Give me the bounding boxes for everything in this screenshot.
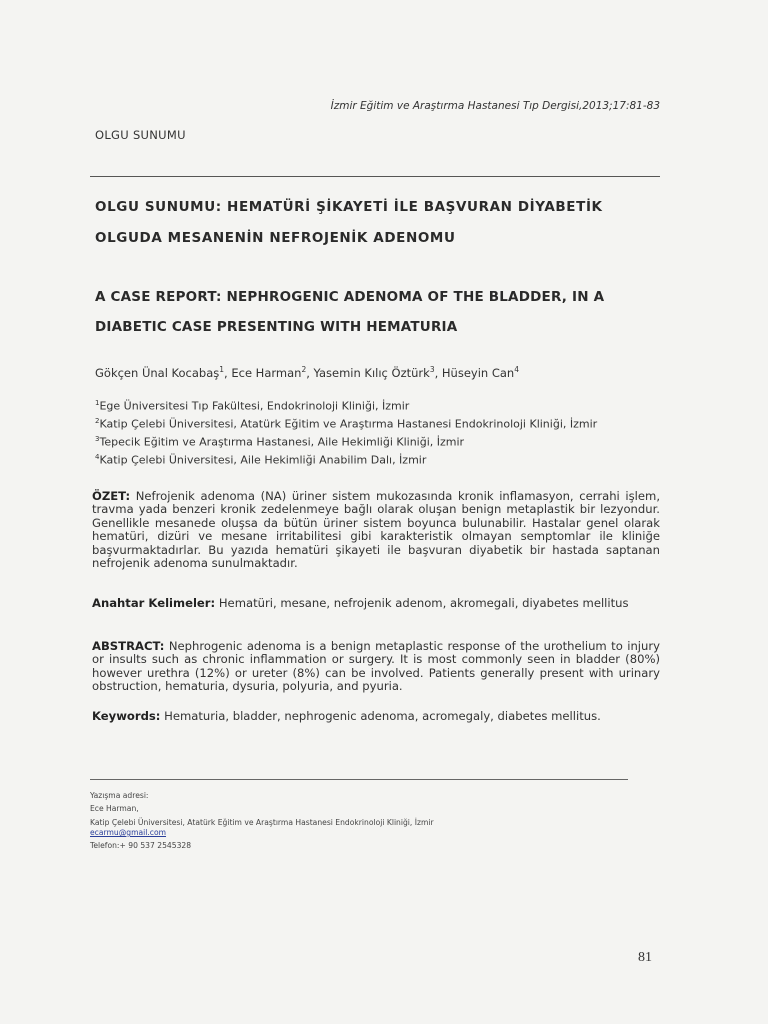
affiliation: $^2$Katip Çelebi Üniversitesi, Atatürk Eğitim ve Araştırma Hastanesi Endokrinoloji Kliniği, İzmir [95,417,598,431]
section-label: OLGU SUNUMU [95,128,186,142]
anahtar-kelimeler-text: Hematüri, mesane, nefrojenik adenom, akromegali, diyabetes mellitus [218,596,629,610]
correspondence-institution: Katip Çelebi Üniversitesi, Atatürk Eğitim ve Araştırma Hastanesi Endokrinoloji Kliniği, İzmir ecarmu@gmail.com [90,818,434,837]
anahtar-kelimeler-label: Anahtar Kelimeler: [92,596,216,610]
affiliation: $^1$Ege Üniversitesi Tıp Fakültesi, Endokrinoloji Kliniği, İzmir [95,399,410,413]
ozet-text: Nefrojenik adenoma (NA) üriner sistem mukozasında kronik inflamasyon, cerrahi işlem, travma yada benzeri kronik zedelenmeye bağlı olarak oluşan benign metaplastik bir lezyondur. Genellikle mesanede oluşsa da bütün üriner sistem boyunca bulunabilir. Hastalar genel olarak hematüri, dizüri ve mesane irritabilitesi gibi karakteristik olmayan semptomlar ile kliniğe başvurmaktadırlar. Bu yazıda hematüri şikayeti ile başvuran diyabetik bir hastada saptanan nefrojenik adenoma sunulmaktadır. [92,489,661,571]
affiliation: $^4$Katip Çelebi Üniversitesi, Aile Hekimliği Anabilim Dalı, İzmir [95,453,427,468]
keywords-text: Hematuria, bladder, nephrogenic adenoma, acromegaly, diabetes mellitus. [164,709,601,723]
title-turkish-line2: OLGUDA MESANENİN NEFROJENİK ADENOMU [95,230,456,246]
abstract-paragraph [92,640,660,694]
correspondence-label: Yazışma adresi: [90,791,149,800]
abstract-label: ABSTRACT: [92,639,165,653]
author: Gökçen Ünal Kocabaş$^1$, [95,365,232,380]
affiliation: $^3$Tepecik Eğitim ve Araştırma Hastanesi, Aile Hekimliği Kliniği, İzmir [95,435,465,449]
footnote-divider [90,779,628,780]
title-english-line2: DIABETIC CASE PRESENTING WITH HEMATURIA [95,319,458,335]
correspondence-phone: Telefon:+ 90 537 2545328 [90,841,192,850]
abstract-text: Nephrogenic adenoma is a benign metaplastic response of the urothelium to injury or insults such as chronic inflammation or surgery. It is most commonly seen in bladder (80%) however urethra (12%) or ureter (8%) can be involved. Patients generally present with urinary obstruction, hematuria, dysuria, polyuria, and pyuria. [92,639,660,694]
author: Hüseyin Can$^4$ [441,365,520,380]
page-number: 81 [638,950,652,965]
keywords-label: Keywords: [92,709,161,723]
anahtar-kelimeler-paragraph [92,597,660,610]
correspondence-email-link[interactable]: ecarmu@gmail.com [90,828,167,837]
title-english-line1: A CASE REPORT: NEPHROGENIC ADENOMA OF THE BLADDER, IN A [95,289,605,305]
author: Ece Harman$^2$, [231,365,314,380]
correspondence-block [90,789,650,852]
keywords-paragraph [92,710,660,723]
ozet-label: ÖZET: [92,489,131,503]
header-divider [90,176,660,177]
author: Yasemin Kılıç Öztürk$^3$, [313,365,442,380]
title-turkish [95,192,675,254]
title-english [95,282,675,342]
affiliation-list [95,396,675,469]
title-turkish-line1: OLGU SUNUMU: HEMATÜRİ ŞİKAYETİ İLE BAŞVURAN DİYABETİK [95,199,603,215]
ozet-paragraph [92,490,660,570]
correspondence-name: Ece Harman, [90,804,139,813]
author-list [95,365,675,380]
journal-citation: İzmir Eğitim ve Araştırma Hastanesi Tıp Dergisi,2013;17:81-83 [330,100,660,112]
